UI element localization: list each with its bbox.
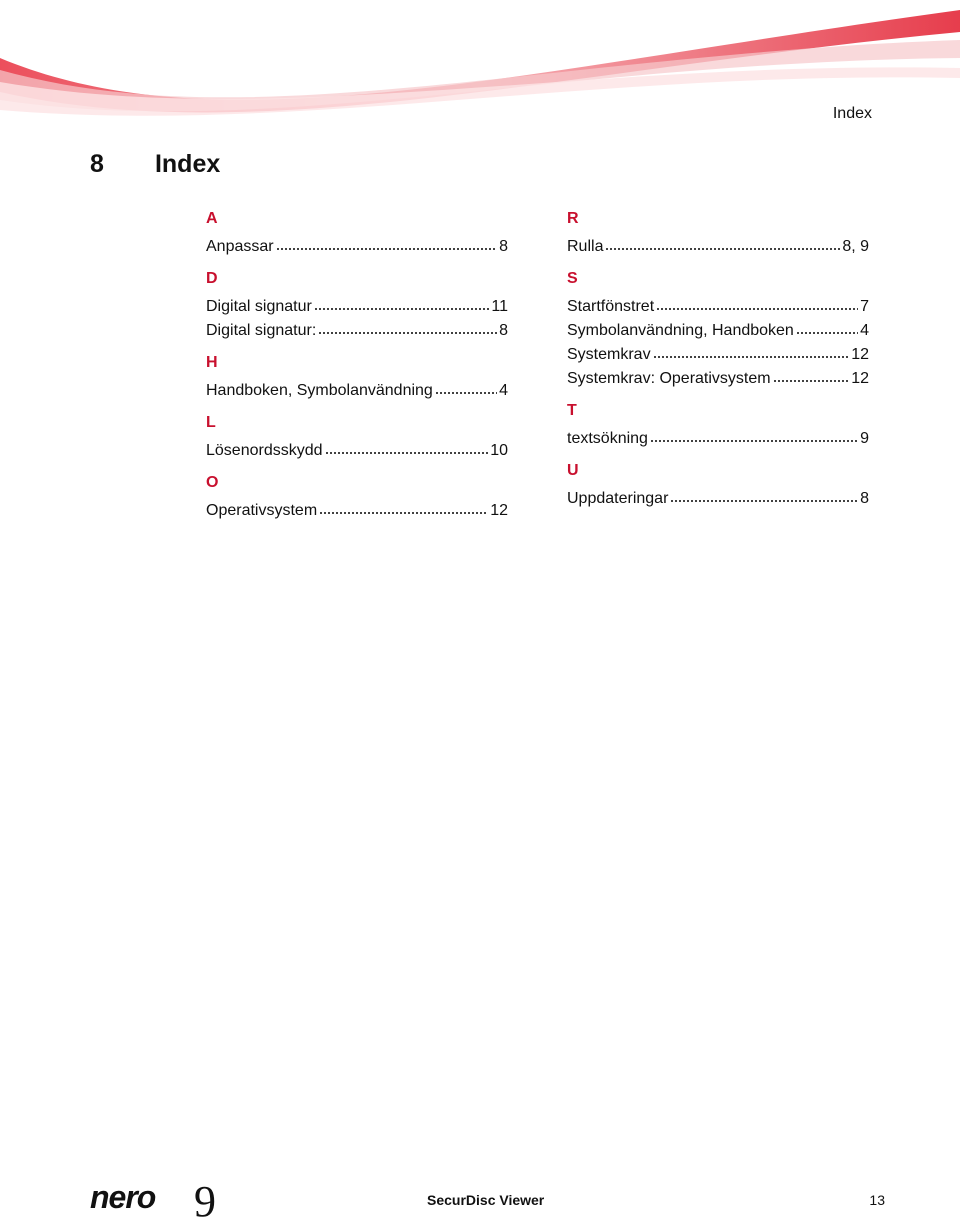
index-entry[interactable] bbox=[567, 365, 869, 389]
nero-logo bbox=[90, 1178, 230, 1224]
index-page-ref: 8 bbox=[499, 238, 508, 255]
index-page-ref: 12 bbox=[851, 370, 869, 387]
index-page-ref: 4 bbox=[860, 322, 869, 339]
index-page-ref: 4 bbox=[499, 382, 508, 399]
dot-leader bbox=[670, 485, 858, 503]
footer-product-name: SecurDisc Viewer bbox=[427, 1192, 545, 1208]
index-entry[interactable] bbox=[567, 317, 869, 341]
index-page-ref: 10 bbox=[490, 442, 508, 459]
svg-text:9: 9 bbox=[194, 1178, 216, 1224]
chapter-number: 8 bbox=[90, 150, 104, 178]
index-column-right bbox=[567, 210, 869, 522]
dot-leader bbox=[656, 293, 858, 311]
index-letter: U bbox=[567, 462, 579, 479]
index-entry[interactable] bbox=[206, 437, 508, 461]
index-term: Lösenordsskydd bbox=[206, 442, 323, 459]
dot-leader bbox=[650, 425, 858, 443]
index-entry[interactable] bbox=[567, 485, 869, 509]
index-group-r bbox=[567, 210, 869, 257]
index-page-ref: 9 bbox=[860, 430, 869, 447]
index-page-ref: 8, 9 bbox=[842, 238, 869, 255]
index-entry[interactable] bbox=[567, 233, 869, 257]
dot-leader bbox=[325, 437, 489, 455]
index-term: Anpassar bbox=[206, 238, 274, 255]
index-letter: R bbox=[567, 210, 579, 227]
index-page-ref: 8 bbox=[860, 490, 869, 507]
dot-leader bbox=[314, 293, 490, 311]
index-letter: H bbox=[206, 354, 218, 371]
index-letter: S bbox=[567, 270, 578, 287]
index-entry[interactable] bbox=[567, 425, 869, 449]
index-letter: O bbox=[206, 474, 219, 491]
index-group-l bbox=[206, 414, 508, 461]
index-group-h bbox=[206, 354, 508, 401]
dot-leader bbox=[435, 377, 497, 395]
index-term: Digital signatur bbox=[206, 298, 312, 315]
index-letter: T bbox=[567, 402, 577, 419]
index-page-ref: 12 bbox=[490, 502, 508, 519]
index-page-ref: 11 bbox=[491, 298, 508, 315]
dot-leader bbox=[605, 233, 840, 251]
index-letter: L bbox=[206, 414, 216, 431]
index-page-ref: 12 bbox=[851, 346, 869, 363]
index-term: Startfönstret bbox=[567, 298, 655, 315]
dot-leader bbox=[319, 497, 488, 515]
index-page-ref: 7 bbox=[860, 298, 869, 315]
index-page-ref: 8 bbox=[499, 322, 508, 339]
index-group-t bbox=[567, 402, 869, 449]
index-column-left bbox=[206, 210, 508, 534]
index-term: Digital signatur: bbox=[206, 322, 317, 339]
index-letter: A bbox=[206, 210, 218, 227]
index-entry[interactable] bbox=[206, 497, 508, 521]
dot-leader bbox=[653, 341, 850, 359]
index-term: Uppdateringar bbox=[567, 490, 669, 507]
chapter-heading bbox=[90, 150, 220, 179]
index-group-d bbox=[206, 270, 508, 341]
index-term: Handboken, Symbolanvändning bbox=[206, 382, 433, 399]
index-letter: D bbox=[206, 270, 218, 287]
index-entry[interactable] bbox=[206, 293, 508, 317]
index-term: Systemkrav: Operativsystem bbox=[567, 370, 771, 387]
index-term: Systemkrav bbox=[567, 346, 651, 363]
header-swoosh-decoration bbox=[0, 0, 960, 150]
index-group-u bbox=[567, 462, 869, 509]
index-entry[interactable] bbox=[567, 293, 869, 317]
index-entry[interactable] bbox=[206, 317, 508, 341]
dot-leader bbox=[773, 365, 850, 383]
index-group-a bbox=[206, 210, 508, 257]
running-header-title: Index bbox=[832, 105, 872, 122]
svg-text:nero: nero bbox=[90, 1179, 156, 1215]
index-group-o bbox=[206, 474, 508, 521]
index-entry[interactable] bbox=[206, 233, 508, 257]
index-term: Rulla bbox=[567, 238, 604, 255]
index-term: Symbolanvändning, Handboken bbox=[567, 322, 794, 339]
index-group-s bbox=[567, 270, 869, 389]
dot-leader bbox=[276, 233, 498, 251]
index-entry[interactable] bbox=[206, 377, 508, 401]
dot-leader bbox=[318, 317, 497, 335]
index-term: Operativsystem bbox=[206, 502, 318, 519]
dot-leader bbox=[796, 317, 858, 335]
footer-page-number: 13 bbox=[869, 1192, 885, 1208]
index-entry[interactable] bbox=[567, 341, 869, 365]
chapter-title: Index bbox=[154, 150, 221, 178]
index-term: textsökning bbox=[567, 430, 648, 447]
